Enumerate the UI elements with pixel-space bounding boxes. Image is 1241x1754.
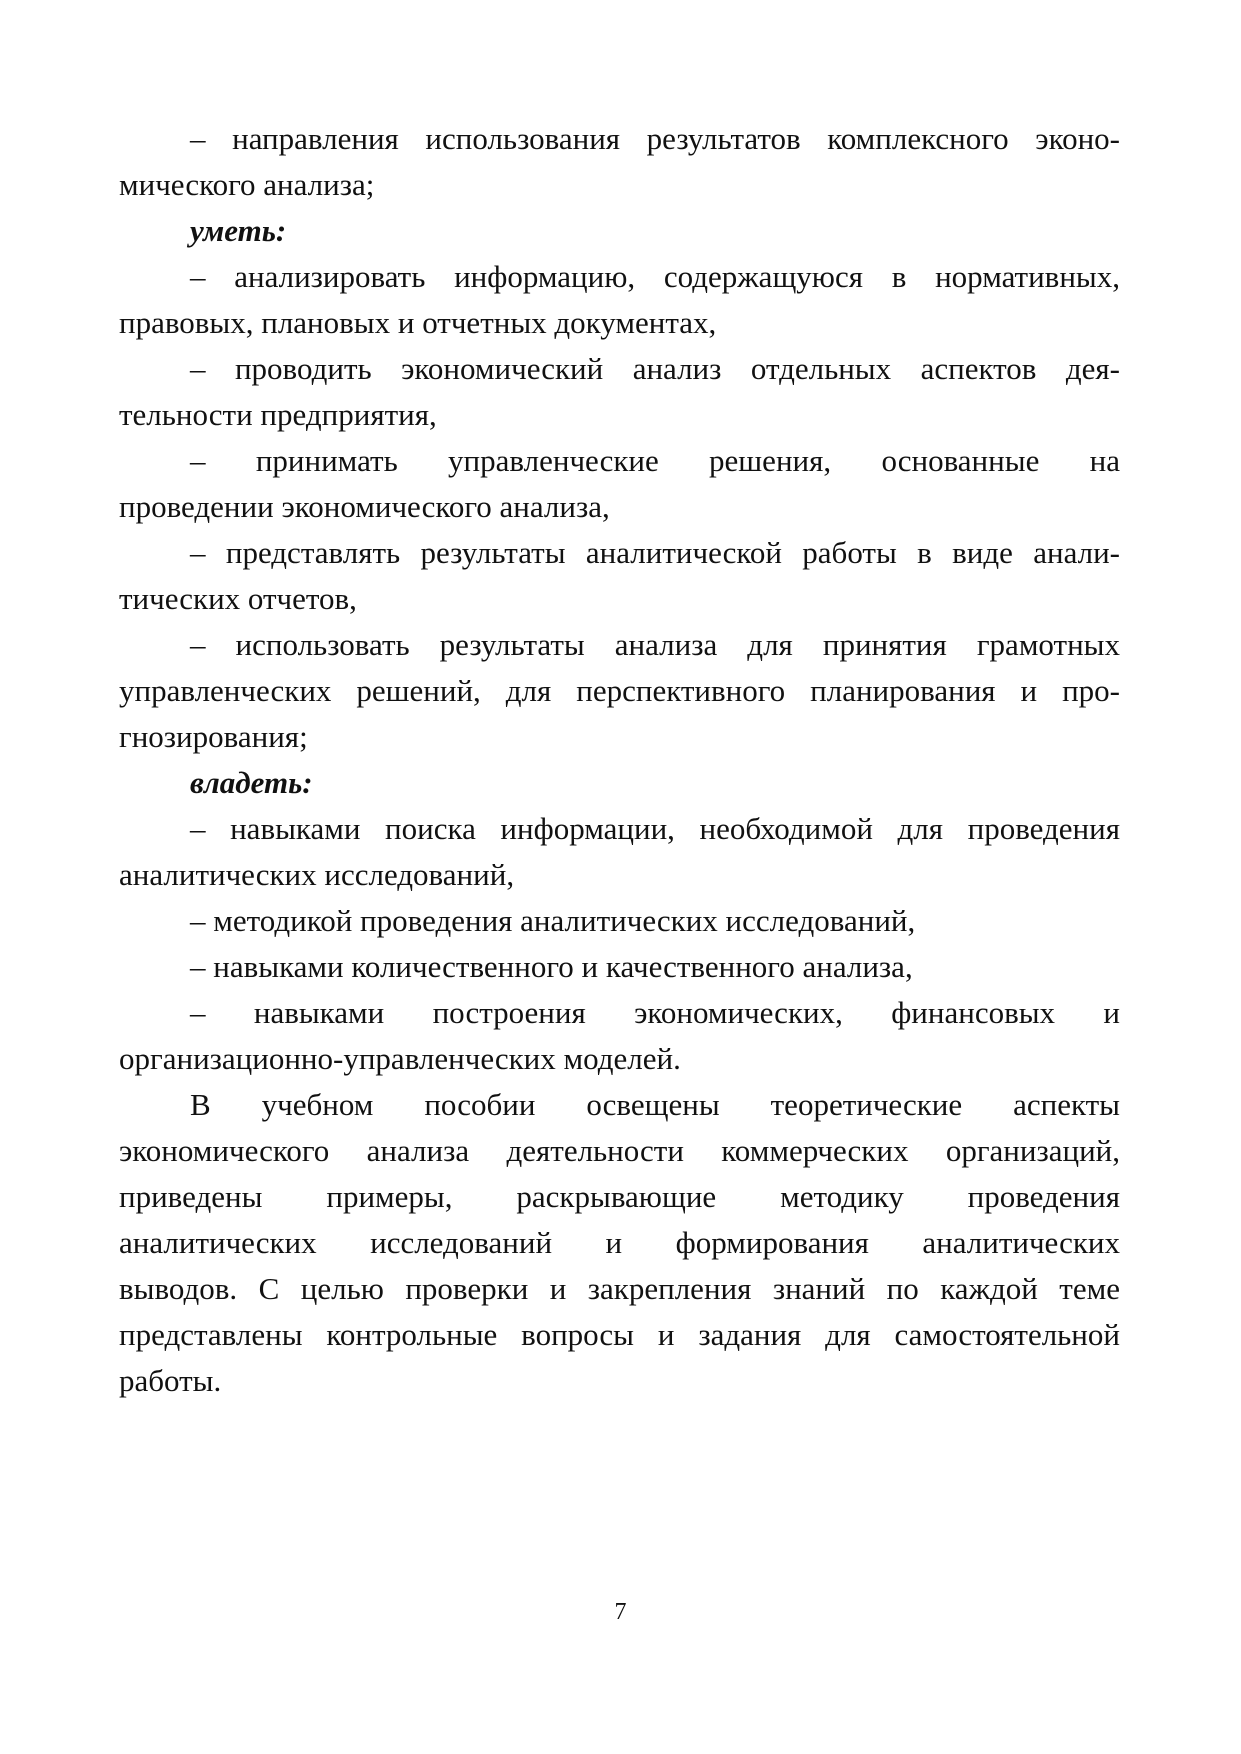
text-line: – навыками количественного и качественного анализа, <box>190 949 913 984</box>
body-text <box>119 116 1120 1404</box>
text-line: – методикой проведения аналитических исследований, <box>190 903 916 938</box>
text-line: гнозирования; <box>119 719 308 754</box>
text-line: выводов. С целью проверки и закрепления знаний по каждой теме <box>119 1271 1120 1306</box>
text-line: проведении экономического анализа, <box>119 489 610 524</box>
text-line: – проводить экономический анализ отдельных аспектов дея- <box>190 351 1120 386</box>
text-line: – использовать результаты анализа для принятия грамотных <box>190 627 1120 662</box>
text-line: – представлять результаты аналитической работы в виде анали- <box>190 535 1120 570</box>
section-heading: владеть: <box>190 765 313 800</box>
text-line: представлены контрольные вопросы и задания для самостоятельной <box>119 1317 1120 1352</box>
text-line: – направления использования результатов комплексного эконо- <box>190 121 1120 156</box>
text-line: – принимать управленческие решения, основанные на <box>190 443 1120 478</box>
text-line: тельности предприятия, <box>119 397 437 432</box>
text-line: – навыками поиска информации, необходимой для проведения <box>190 811 1120 846</box>
text-line: В учебном пособии освещены теоретические аспекты <box>190 1087 1120 1122</box>
text-line: экономического анализа деятельности коммерческих организаций, <box>119 1133 1120 1168</box>
text-line: организационно-управленческих моделей. <box>119 1041 681 1076</box>
page-number: 7 <box>614 1599 627 1625</box>
text-line: приведены примеры, раскрывающие методику проведения <box>119 1179 1120 1214</box>
text-line: – анализировать информацию, содержащуюся в нормативных, <box>190 259 1120 294</box>
text-line: управленческих решений, для перспективного планирования и про- <box>119 673 1120 708</box>
text-line: аналитических исследований и формирования аналитических <box>119 1225 1120 1260</box>
text-line: аналитических исследований, <box>119 857 515 892</box>
section-heading: уметь: <box>190 213 287 248</box>
text-line: мического анализа; <box>119 167 375 202</box>
text-line: работы. <box>119 1363 222 1398</box>
text-line: правовых, плановых и отчетных документах, <box>119 305 717 340</box>
text-line: тических отчетов, <box>119 581 357 616</box>
text-line: – навыками построения экономических, финансовых и <box>190 995 1120 1030</box>
